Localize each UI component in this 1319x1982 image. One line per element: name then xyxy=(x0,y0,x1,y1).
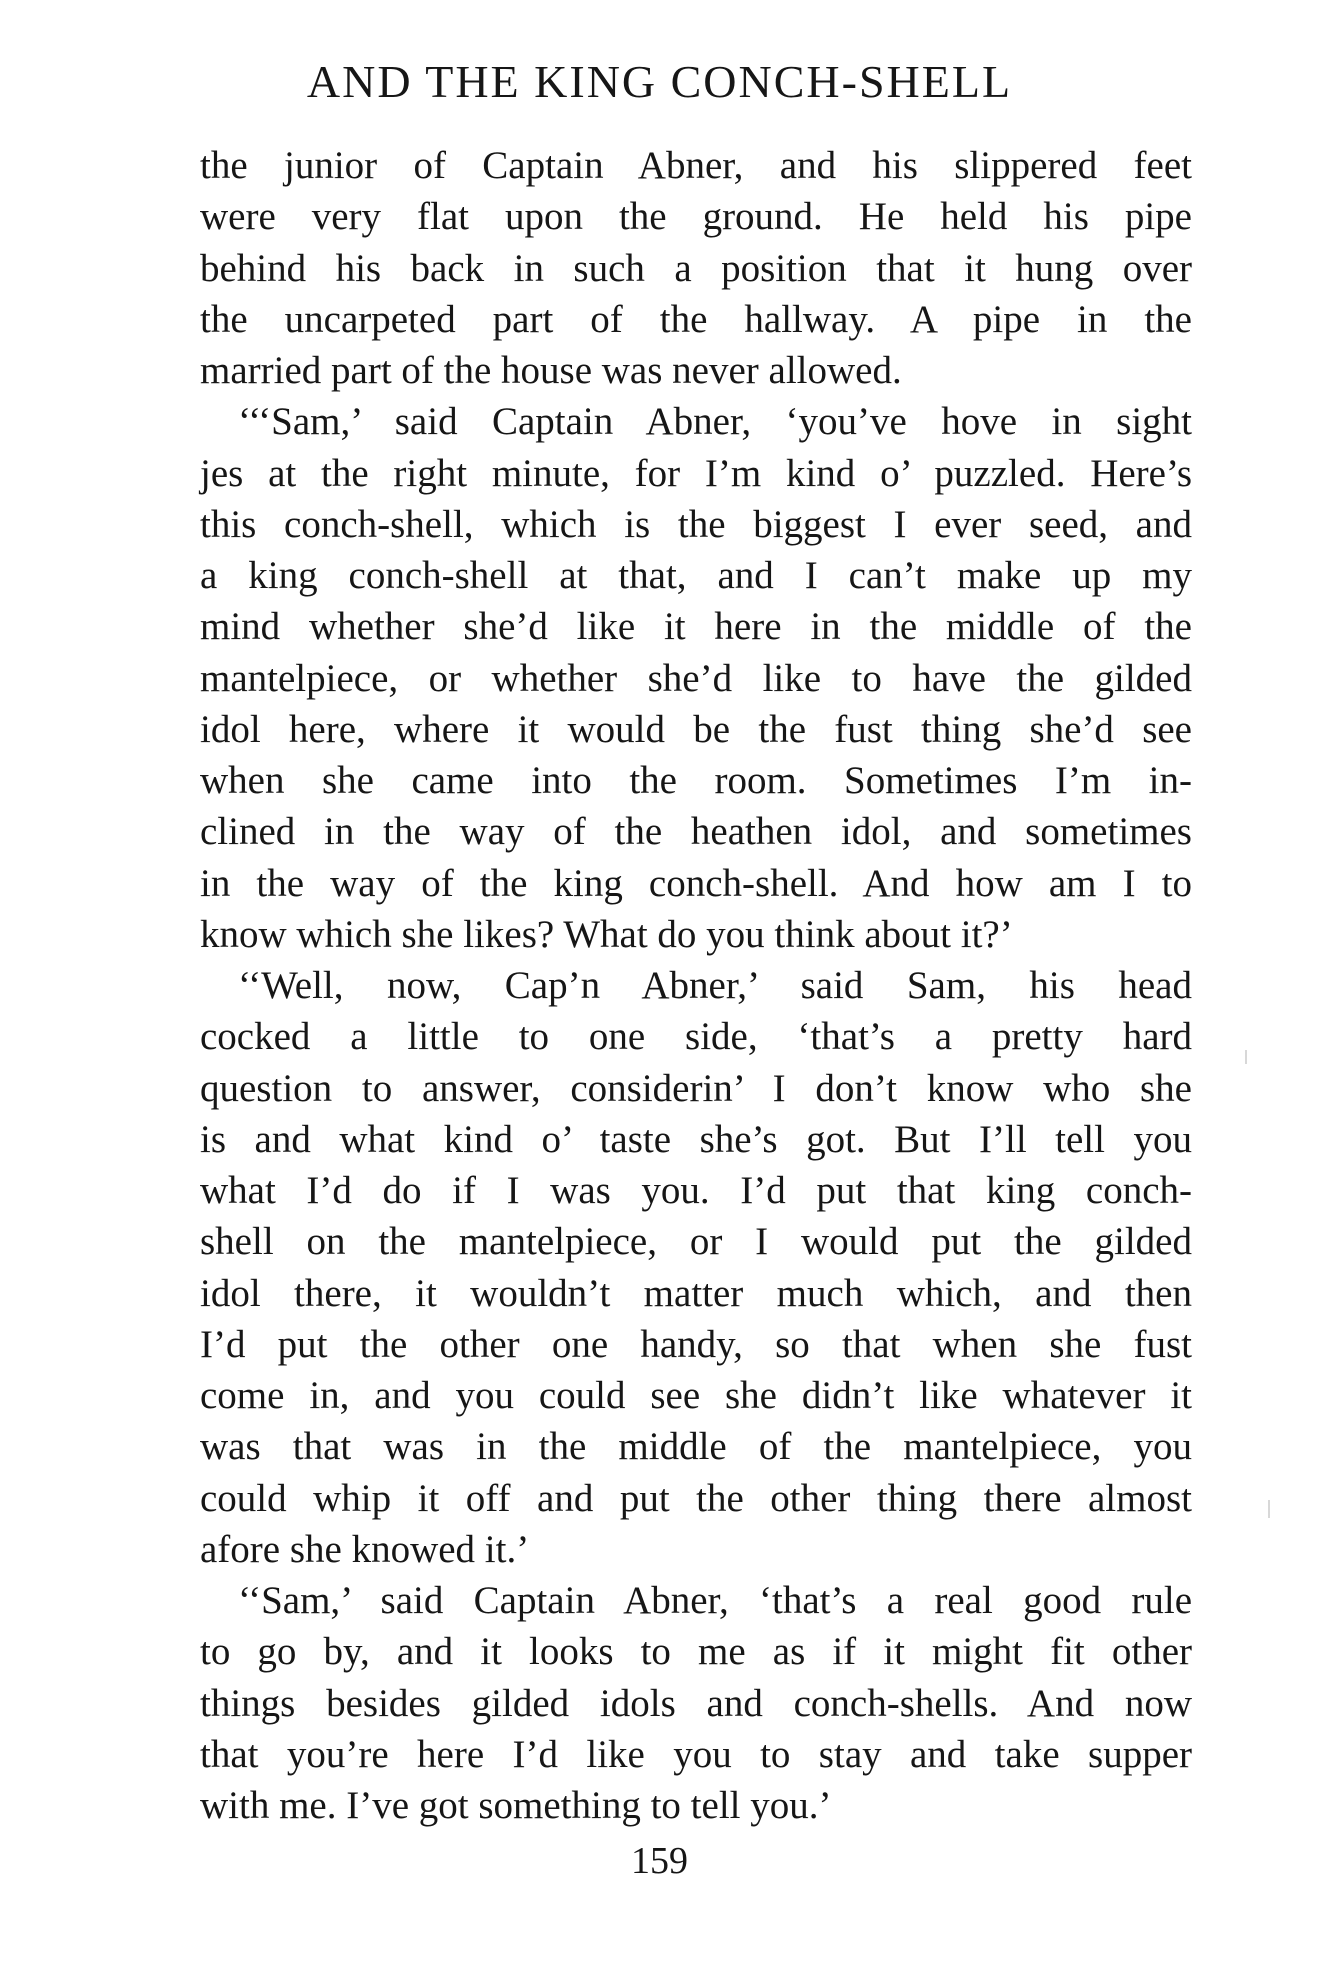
text-line: that you’re here I’d like you to stay and take supper xyxy=(200,1732,1192,1776)
text-line: cocked a little to one side, ‘that’s a pretty hard xyxy=(200,1015,1192,1059)
text-line: jes at the right minute, for I’m kind o’ puzzled. Here’s xyxy=(200,451,1192,495)
text-line: ‘‘Well, now, Cap’n Abner,’ said Sam, his head xyxy=(238,964,1192,1007)
text-line: things besides gilded idols and conch-shells. And now xyxy=(200,1681,1192,1725)
text-line: what I’d do if I was you. I’d put that king conch- xyxy=(200,1169,1192,1212)
body-text xyxy=(200,140,1192,1831)
text-line: this conch-shell, which is the biggest I ever seed, and xyxy=(200,502,1192,546)
text-line: was that was in the middle of the mantelpiece, you xyxy=(200,1425,1192,1469)
text-line: ‘‘‘Sam,’ said Captain Abner, ‘you’ve hove in sight xyxy=(238,400,1192,444)
running-head: AND THE KING CONCH-SHELL xyxy=(306,56,1013,107)
text-line: is and what kind o’ taste she’s got. But I’ll tell you xyxy=(200,1117,1192,1161)
page-number: 159 xyxy=(631,1840,688,1882)
text-line: were very flat upon the ground. He held his pipe xyxy=(200,195,1192,239)
text-line: with me. I’ve got something to tell you.’ xyxy=(200,1784,832,1827)
text-line: the uncarpeted part of the hallway. A pipe in the xyxy=(200,297,1192,341)
text-line: a king conch-shell at that, and I can’t make up my xyxy=(200,554,1192,597)
text-line: in the way of the king conch-shell. And how am I to xyxy=(200,861,1192,905)
text-line: idol here, where it would be the fust thing she’d see xyxy=(200,707,1192,751)
scan-edge-mark xyxy=(1245,1050,1247,1064)
text-line: know which she likes? What do you think about it?’ xyxy=(200,912,1013,956)
text-line: clined in the way of the heathen idol, and sometimes xyxy=(200,810,1192,854)
scan-edge-mark xyxy=(1268,1500,1270,1518)
text-line: shell on the mantelpiece, or I would put the gilded xyxy=(200,1220,1192,1264)
text-line: behind his back in such a position that it hung over xyxy=(200,246,1192,290)
text-line: when she came into the room. Sometimes I’m in- xyxy=(200,759,1192,802)
text-line: afore she knowed it.’ xyxy=(200,1527,530,1571)
text-line: the junior of Captain Abner, and his slippered feet xyxy=(200,144,1192,187)
text-line: could whip it off and put the other thing there almost xyxy=(200,1476,1192,1520)
text-line: to go by, and it looks to me as if it might fit other xyxy=(200,1630,1192,1674)
text-line: ‘‘Sam,’ said Captain Abner, ‘that’s a real good rule xyxy=(238,1579,1192,1622)
text-line: idol there, it wouldn’t matter much which, and then xyxy=(200,1271,1192,1315)
text-line: question to answer, considerin’ I don’t know who she xyxy=(200,1066,1192,1110)
text-line: come in, and you could see she didn’t like whatever it xyxy=(200,1374,1192,1417)
text-line: I’d put the other one handy, so that when she fust xyxy=(200,1322,1192,1366)
text-line: mind whether she’d like it here in the middle of the xyxy=(200,605,1192,649)
text-line: married part of the house was never allowed. xyxy=(200,349,902,392)
text-line: mantelpiece, or whether she’d like to have the gilded xyxy=(200,656,1192,700)
